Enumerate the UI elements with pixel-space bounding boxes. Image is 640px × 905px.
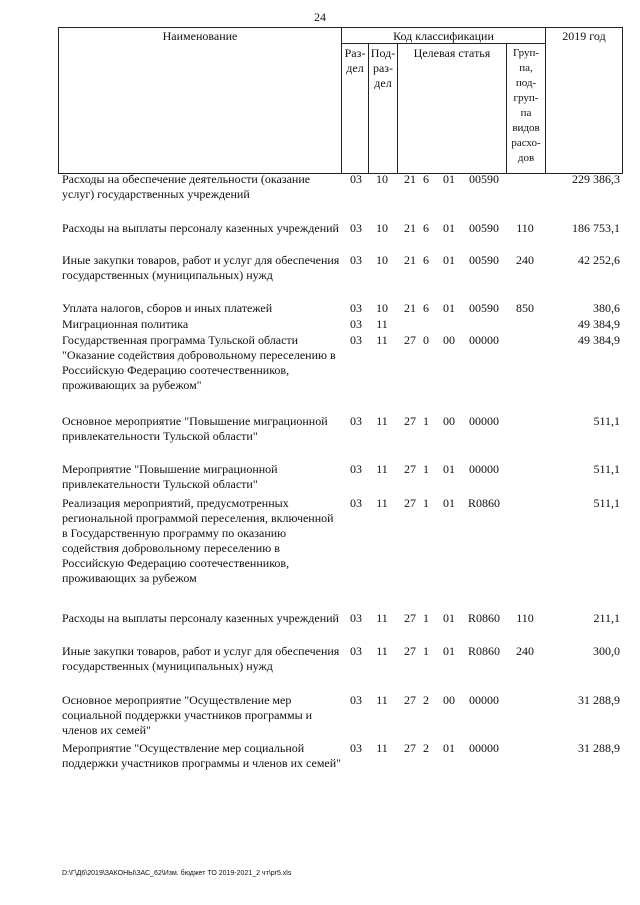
row-podrazdel: 10 <box>376 301 388 315</box>
row-name: Мероприятие "Повышение миграционной привлекательности Тульской области" <box>62 462 278 491</box>
row-target-program: 27 <box>404 496 416 510</box>
row-target-event: 01 <box>443 644 455 658</box>
row-target-event: 00 <box>443 414 455 428</box>
header-group-line: па <box>520 107 532 119</box>
row-group: 240 <box>516 253 534 267</box>
row-razdel: 03 <box>350 693 362 707</box>
row-target-subprogram: 6 <box>423 301 429 315</box>
header-group-line: видов <box>512 122 540 134</box>
header-group-line: дов <box>517 152 535 164</box>
row-razdel: 03 <box>350 741 362 755</box>
row-target-program: 21 <box>404 172 416 186</box>
header-group <box>506 46 546 166</box>
row-target-subprogram: 1 <box>423 644 429 658</box>
row-razdel: 03 <box>350 496 362 510</box>
row-value: 31 288,9 <box>578 693 620 707</box>
row-name: Основное мероприятие "Повышение миграционной привлекательности Тульской области" <box>62 414 328 443</box>
row-target-subprogram: 1 <box>423 496 429 510</box>
row-target-program: 27 <box>404 741 416 755</box>
row-target-subprogram: 1 <box>423 611 429 625</box>
row-target-event: 00 <box>443 693 455 707</box>
header-name: Наименование <box>162 29 238 43</box>
row-razdel: 03 <box>350 414 362 428</box>
header-year: 2019 год <box>562 29 606 43</box>
row-target-subprogram: 2 <box>423 693 429 707</box>
row-target-event: 01 <box>443 253 455 267</box>
row-target-subprogram: 0 <box>423 333 429 347</box>
row-razdel: 03 <box>350 172 362 186</box>
header-podrazdel-line: Под- <box>370 46 396 60</box>
row-podrazdel: 11 <box>376 317 388 331</box>
row-target-direction: R0860 <box>467 611 500 625</box>
row-target-program: 21 <box>404 253 416 267</box>
row-razdel: 03 <box>350 221 362 235</box>
header-razdel-line: дел <box>346 61 364 75</box>
header-group-line: па, <box>519 62 533 74</box>
row-target-direction: 00000 <box>469 741 499 755</box>
row-target-event: 01 <box>443 462 455 476</box>
row-value: 511,1 <box>593 414 620 428</box>
row-name: Расходы на выплаты персоналу казенных учреждений <box>62 611 339 625</box>
row-value: 300,0 <box>593 644 620 658</box>
row-name: Мероприятие "Осуществление мер социальной поддержки участников программы и членов их семей" <box>62 741 342 770</box>
row-target-subprogram: 1 <box>423 462 429 476</box>
header-podrazdel <box>368 46 398 91</box>
row-target-event: 01 <box>443 301 455 315</box>
row-razdel: 03 <box>350 253 362 267</box>
header-group-line: груп- <box>513 92 539 104</box>
row-value: 380,6 <box>593 301 620 315</box>
row-target-event: 01 <box>443 221 455 235</box>
row-target-event: 01 <box>443 172 455 186</box>
header-target: Целевая статья <box>413 46 491 60</box>
row-name: Расходы на обеспечение деятельности (оказание услуг) государственных учреждений <box>62 172 311 201</box>
row-name: Реализация мероприятий, предусмотренных региональной программой переселения, включенной в Государственную программу по оказанию содействия добровольному переселению в Российскую Федерацию соотечественников, проживающих за рубежом <box>62 496 334 585</box>
row-target-event: 00 <box>443 333 455 347</box>
row-target-program: 27 <box>404 611 416 625</box>
header-name-cell <box>58 27 342 174</box>
row-podrazdel: 11 <box>376 414 388 428</box>
row-value: 186 753,1 <box>572 221 620 235</box>
row-target-direction: 00590 <box>469 253 499 267</box>
row-value: 31 288,9 <box>578 741 620 755</box>
row-target-direction: 00590 <box>469 301 499 315</box>
row-target-program: 27 <box>404 693 416 707</box>
row-target-direction: 00590 <box>469 172 499 186</box>
header-podrazdel-line: дел <box>374 76 392 90</box>
header-target-cell <box>397 43 507 174</box>
row-target-program: 21 <box>404 301 416 315</box>
row-podrazdel: 11 <box>376 741 388 755</box>
row-target-direction: 00000 <box>469 462 499 476</box>
header-razdel-line: Раз- <box>344 46 366 60</box>
row-target-event: 01 <box>443 496 455 510</box>
row-value: 49 384,9 <box>578 317 620 331</box>
row-podrazdel: 10 <box>376 221 388 235</box>
row-value: 511,1 <box>593 496 620 510</box>
row-podrazdel: 10 <box>376 253 388 267</box>
row-podrazdel: 10 <box>376 172 388 186</box>
row-razdel: 03 <box>350 333 362 347</box>
row-razdel: 03 <box>350 462 362 476</box>
row-name: Иные закупки товаров, работ и услуг для обеспечения государственных (муниципальных) нужд <box>62 644 340 673</box>
row-group: 850 <box>516 301 534 315</box>
row-target-program: 27 <box>404 414 416 428</box>
row-target-direction: R0860 <box>467 496 500 510</box>
row-target-direction: 00000 <box>469 414 499 428</box>
row-podrazdel: 11 <box>376 611 388 625</box>
row-target-direction: 00000 <box>469 333 499 347</box>
row-name: Иные закупки товаров, работ и услуг для обеспечения государственных (муниципальных) нужд <box>62 253 340 282</box>
row-razdel: 03 <box>350 611 362 625</box>
row-target-program: 27 <box>404 333 416 347</box>
row-value: 42 252,6 <box>578 253 620 267</box>
row-razdel: 03 <box>350 317 362 331</box>
header-podrazdel-line: раз- <box>372 61 394 75</box>
row-podrazdel: 11 <box>376 693 388 707</box>
row-target-event: 01 <box>443 611 455 625</box>
row-name: Расходы на выплаты персоналу казенных учреждений <box>62 221 339 235</box>
header-code: Код классификации <box>393 29 494 43</box>
header-group-line: Груп- <box>512 47 540 59</box>
row-target-program: 27 <box>404 644 416 658</box>
row-target-event: 01 <box>443 741 455 755</box>
row-razdel: 03 <box>350 301 362 315</box>
row-target-direction: 00590 <box>469 221 499 235</box>
row-target-subprogram: 6 <box>423 253 429 267</box>
row-target-subprogram: 2 <box>423 741 429 755</box>
row-name: Уплата налогов, сборов и иных платежей <box>62 301 273 315</box>
page-number: 24 <box>314 10 326 24</box>
row-razdel: 03 <box>350 644 362 658</box>
row-target-direction: R0860 <box>467 644 500 658</box>
row-podrazdel: 11 <box>376 462 388 476</box>
row-podrazdel: 11 <box>376 333 388 347</box>
row-group: 240 <box>516 644 534 658</box>
row-target-subprogram: 1 <box>423 414 429 428</box>
header-razdel <box>341 46 369 76</box>
row-target-program: 27 <box>404 462 416 476</box>
row-target-subprogram: 6 <box>423 221 429 235</box>
row-group: 110 <box>516 221 534 235</box>
row-value: 49 384,9 <box>578 333 620 347</box>
row-target-program: 21 <box>404 221 416 235</box>
row-value: 211,1 <box>593 611 620 625</box>
row-podrazdel: 11 <box>376 496 388 510</box>
row-group: 110 <box>516 611 534 625</box>
row-name: Государственная программа Тульской области "Оказание содействия добровольному переселению в Российскую Федерацию соотечественников, проживающих за рубежом" <box>62 333 336 392</box>
header-year-cell <box>545 27 623 174</box>
header-group-line: под- <box>515 77 537 89</box>
file-path-footer: D:\Г\Д6\2019\ЗАКОНЫ\ЗАС_62\Изм. бюджет ТО 2019-2021_2 чт\pr5.xls <box>62 870 292 877</box>
row-value: 511,1 <box>593 462 620 476</box>
row-target-subprogram: 6 <box>423 172 429 186</box>
row-podrazdel: 11 <box>376 644 388 658</box>
row-name: Основное мероприятие "Осуществление мер социальной поддержки участников программы и членов их семей" <box>62 693 313 737</box>
row-name: Миграционная политика <box>62 317 189 331</box>
row-value: 229 386,3 <box>572 172 620 186</box>
header-group-line: расхо- <box>511 137 541 149</box>
row-target-direction: 00000 <box>469 693 499 707</box>
